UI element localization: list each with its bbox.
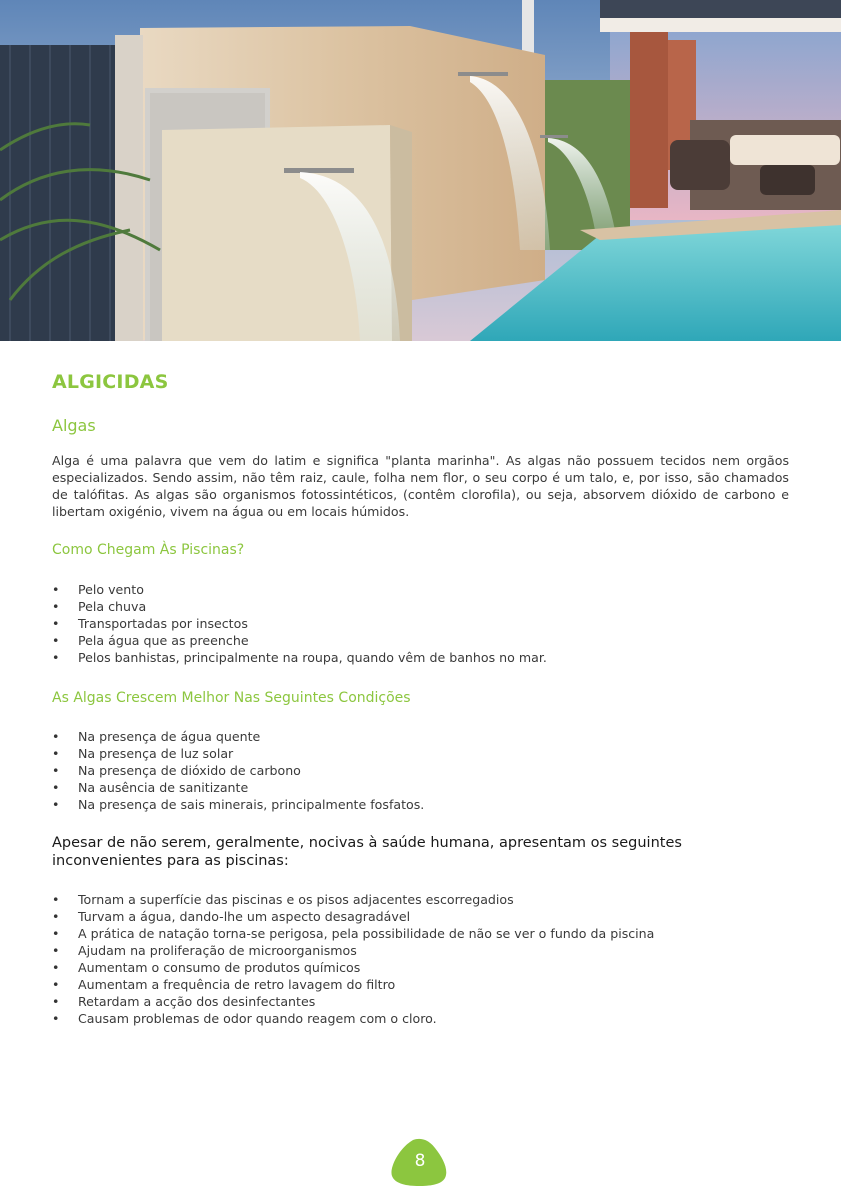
heading-growth-conditions: As Algas Crescem Melhor Nas Seguintes Condições: [52, 690, 411, 706]
list-item: • Na presença de luz solar: [52, 745, 424, 762]
list-item: • A prática de natação torna-se perigosa, pela possibilidade de não se ver o fundo da piscina: [52, 925, 654, 942]
list-item: • Causam problemas de odor quando reagem com o cloro.: [52, 1010, 654, 1027]
intro-paragraph: Alga é uma palavra que vem do latim e significa "planta marinha". As algas não possuem tecidos nem orgãos especializados. Sendo assim, não têm raiz, caule, folha nem flor, o seu corpo é um talo, e, por isso, são chamados de talófitas. As algas são organismos fotossintéticos, (contêm clorofila), ou seja, absorvem dióxido de carbono e libertam oxigénio, vivem na água ou em locais húmidos.: [52, 453, 789, 519]
list-item: • Aumentam o consumo de produtos químicos: [52, 959, 654, 976]
list-item: • Tornam a superfície das piscinas e os pisos adjacentes escorregadios: [52, 891, 654, 908]
list-item: • Aumentam a frequência de retro lavagem do filtro: [52, 976, 654, 993]
hero-photo-pool-water-feature: [0, 0, 841, 341]
page-number: 8: [414, 1151, 426, 1171]
list-item: • Pela chuva: [52, 598, 547, 615]
list-item: • Transportadas por insectos: [52, 615, 547, 632]
list-how-they-reach: [52, 581, 547, 666]
page-title: ALGICIDAS: [52, 371, 169, 393]
list-inconveniences: [52, 891, 654, 1027]
list-item: • Na ausência de sanitizante: [52, 779, 424, 796]
list-item: • Retardam a acção dos desinfectantes: [52, 993, 654, 1010]
list-item: • Pelo vento: [52, 581, 547, 598]
list-item: • Ajudam na proliferação de microorganismos: [52, 942, 654, 959]
list-item: • Turvam a água, dando-lhe um aspecto desagradável: [52, 908, 654, 925]
heading-how-they-reach: Como Chegam Às Piscinas?: [52, 542, 245, 558]
list-item: • Na presença de sais minerais, principalmente fosfatos.: [52, 796, 424, 813]
list-item: • Pela água que as preenche: [52, 632, 547, 649]
list-item: • Na presença de água quente: [52, 728, 424, 745]
section-subtitle: Algas: [52, 416, 96, 435]
list-growth-conditions: [52, 728, 424, 813]
list-item: • Pelos banhistas, principalmente na roupa, quando vêm de banhos no mar.: [52, 649, 547, 666]
heading-inconveniences: Apesar de não serem, geralmente, nocivas à saúde humana, apresentam os seguintes inconvenientes para as piscinas:: [52, 835, 682, 869]
list-item: • Na presença de dióxido de carbono: [52, 762, 424, 779]
